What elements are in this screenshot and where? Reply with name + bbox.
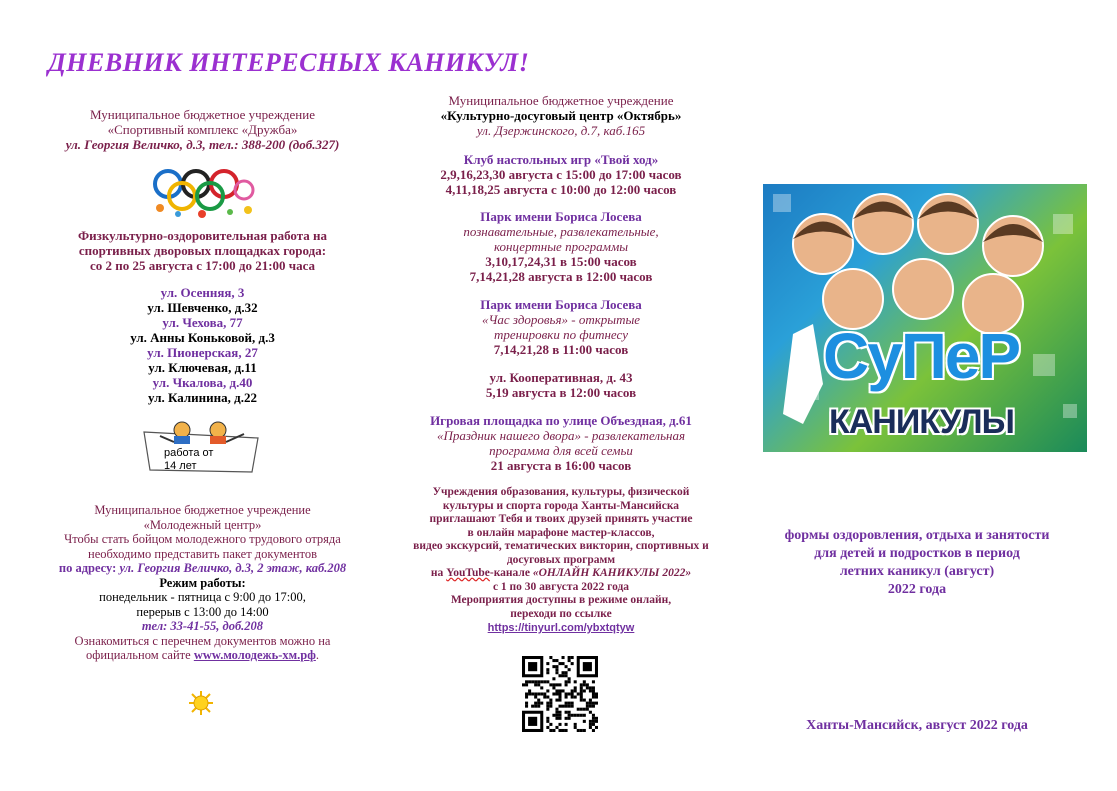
work-mode-line2: перерыв с 13:00 до 14:00 <box>136 604 269 619</box>
sport-line3: со 2 по 25 августа с 17:00 до 21:00 часа <box>89 258 316 273</box>
org2-name: «Молодежный центр» <box>143 517 262 532</box>
sport-line1: Физкультурно-оздоровительная работа на <box>77 228 328 243</box>
playground-title: Игровая площадка по улице Объездная, д.61 <box>430 413 692 428</box>
park1-time1: 3,10,17,24,31 в 15:00 часов <box>485 254 637 269</box>
street-item: ул. Анны Коньковой, д.3 <box>130 330 275 345</box>
desc-line1: формы оздоровления, отдыха и занятости <box>784 528 1050 543</box>
youtube-pre: на <box>430 567 444 579</box>
sun-icon <box>188 690 214 716</box>
work-mode-line1: понедельник - пятница с 9:00 до 17:00, <box>99 590 306 604</box>
youtube-mid: -канале <box>489 567 530 579</box>
coop-time1: 5,19 августа в 12:00 часов <box>485 385 637 400</box>
desc-line3: летних каникул (август) <box>839 564 995 579</box>
work-sign-line1: работа от <box>164 447 214 459</box>
org1-address: ул. Георгия Величко, д.3, тел.: 388-200 (доб.327) <box>65 137 340 152</box>
park2-title: Парк имени Бориса Лосева <box>480 297 642 312</box>
streets-list <box>40 285 365 405</box>
org2-p2: необходимо представить пакет документов <box>88 546 317 561</box>
park1-desc1: познавательные, развлекательные, <box>463 224 659 239</box>
poster-title-kanikuly: КАНИКУЛЫ <box>829 403 1014 441</box>
super-kanikuly-poster <box>763 184 1087 452</box>
online-line2: культуры и спорта города Ханты-Мансийска <box>442 499 680 512</box>
club-title: Клуб настольных игр «Твой ход» <box>463 152 659 167</box>
org-oktyabr-block <box>400 93 722 138</box>
park1-block <box>400 209 722 284</box>
playground-desc1: «Праздник нашего двора» - развлекательная <box>436 428 686 443</box>
org1-block <box>40 107 365 152</box>
org2-address-value: ул. Георгия Величко, д.3, 2 этаж, каб.208 <box>119 561 347 575</box>
street-item: ул. Осенняя, 3 <box>160 285 245 300</box>
park1-desc2: концертные программы <box>493 239 629 254</box>
page-title: ДНЕВНИК ИНТЕРЕСНЫХ КАНИКУЛ! <box>48 48 530 77</box>
work-from-14-illustration <box>140 418 262 476</box>
club-block <box>400 152 722 197</box>
street-item: ул. Калинина, д.22 <box>148 390 257 405</box>
park1-title: Парк имени Бориса Лосева <box>480 209 642 224</box>
playground-block <box>400 413 722 473</box>
online-line5: видео экскурсий, тематических викторин, спортивных и <box>413 540 709 552</box>
col3-description <box>742 527 1092 599</box>
olympic-rings-illustration <box>150 164 256 220</box>
online-line8: с 1 по 30 августа 2022 года <box>492 580 630 593</box>
online-line1: Учреждения образования, культуры, физической <box>432 486 690 498</box>
work-sign-line2: 14 лет <box>164 460 197 472</box>
online-line10: переходи по ссылке <box>510 607 612 620</box>
online-block <box>400 486 722 636</box>
street-item: ул. Шевченко, д.32 <box>147 300 258 315</box>
org2-block <box>40 503 365 663</box>
street-item: ул. Чехова, 77 <box>162 315 243 330</box>
site-line2 <box>40 648 365 663</box>
park2-block <box>400 297 722 357</box>
org1-name: «Спортивный комплекс «Дружба» <box>107 122 298 137</box>
desc-line2: для детей и подростков в период <box>814 546 1020 561</box>
oktyabr-address: ул. Дзержинского, д.7, каб.165 <box>476 123 646 138</box>
online-line6: досуговых программ <box>506 553 616 566</box>
playground-desc2: программа для всей семьи <box>489 443 633 458</box>
club-time2: 4,11,18,25 августа с 10:00 до 12:00 часов <box>445 182 677 197</box>
sport-line2: спортивных дворовых площадках города: <box>78 243 327 258</box>
org2-line1: Муниципальное бюджетное учреждение <box>94 503 311 517</box>
coop-block <box>400 370 722 400</box>
park2-time1: 7,14,21,28 в 11:00 часов <box>493 342 629 357</box>
sport-block <box>40 228 365 273</box>
youtube-channel-name: «ОНЛАЙН КАНИКУЛЫ 2022» <box>532 567 692 579</box>
club-time1: 2,9,16,23,30 августа с 15:00 до 17:00 часов <box>440 167 682 182</box>
youtube-word: YouTube <box>446 567 490 579</box>
park1-time2: 7,14,21,28 августа в 12:00 часов <box>469 269 653 284</box>
org2-address <box>40 561 365 576</box>
site-label: официальном сайте <box>85 648 191 662</box>
work-mode-phone: тел: 33-41-55, доб.208 <box>141 619 264 633</box>
site-dot: . <box>315 648 319 662</box>
desc-line4: 2022 года <box>887 582 947 597</box>
street-item: ул. Пионерская, 27 <box>147 345 258 360</box>
org2-p1: Чтобы стать бойцом молодежного трудового отряда <box>64 532 341 546</box>
qr-code[interactable] <box>522 656 598 732</box>
poster-title-super: СуПеР <box>823 320 1020 392</box>
online-line9: Мероприятия доступны в режиме онлайн, <box>450 594 672 606</box>
oktyabr-line1: Муниципальное бюджетное учреждение <box>448 93 674 108</box>
coop-title: ул. Кооперативная, д. 43 <box>489 370 633 385</box>
site-line1: Ознакомиться с перечнем документов можно на <box>74 633 331 648</box>
street-item: ул. Чкалова, д.40 <box>152 375 253 390</box>
work-mode-label: Режим работы: <box>159 575 246 590</box>
street-item: ул. Ключевая, д.11 <box>148 360 257 375</box>
org2-address-label: по адресу: <box>58 561 117 575</box>
online-line3: приглашают Тебя и твоих друзей принять участие <box>429 513 693 525</box>
online-line4: в онлайн марафоне мастер-классов, <box>467 526 655 539</box>
tinyurl-link[interactable]: https://tinyurl.com/ybxtqtyw <box>487 622 635 634</box>
youtube-line <box>400 567 722 581</box>
oktyabr-name: «Культурно-досуговый центр «Октябрь» <box>440 108 682 123</box>
footer-city-date: Ханты-Мансийск, август 2022 года <box>806 718 1028 733</box>
park2-desc2: тренировки по фитнесу <box>494 327 628 342</box>
site-link[interactable]: www.молодежь-хм.рф <box>193 648 316 662</box>
org1-line1: Муниципальное бюджетное учреждение <box>90 107 315 122</box>
playground-time1: 21 августа в 16:00 часов <box>490 458 632 473</box>
park2-desc1: «Час здоровья» - открытые <box>481 312 641 327</box>
